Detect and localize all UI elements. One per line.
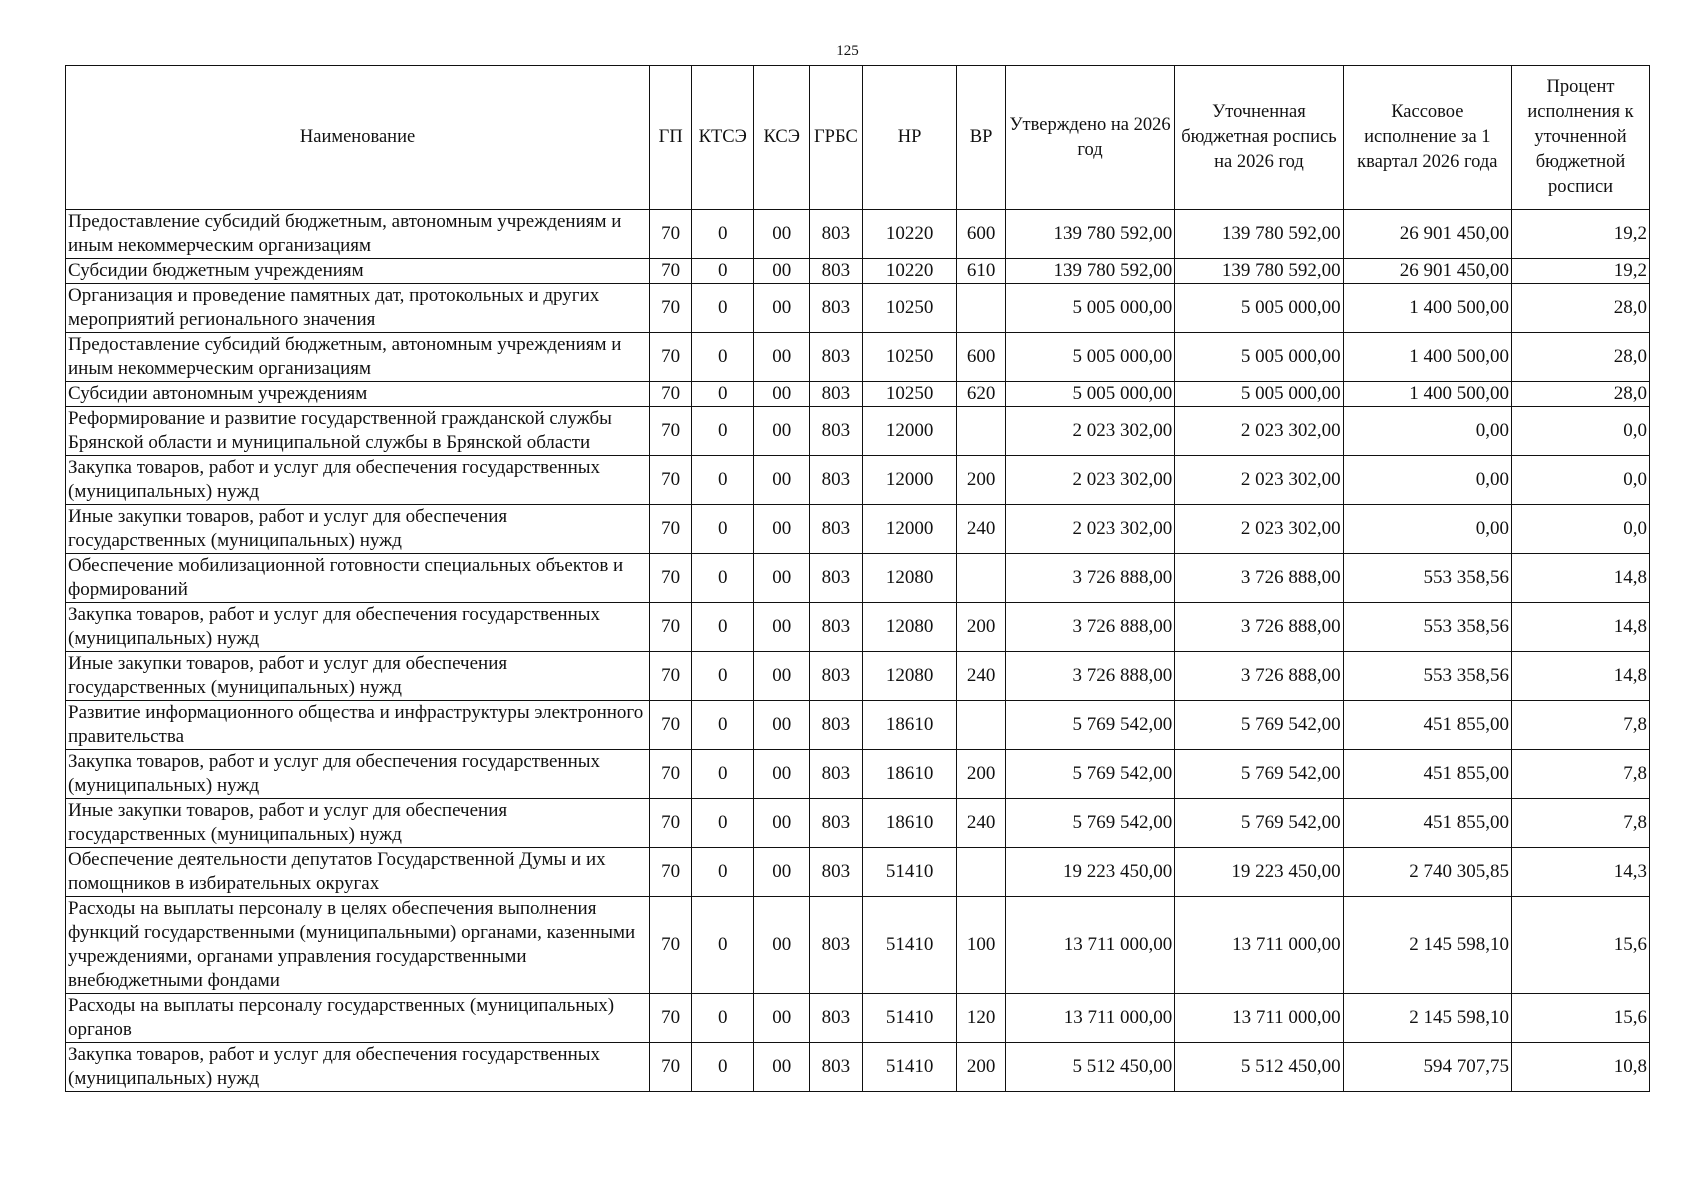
cash-cell: 2 145 598,10 bbox=[1343, 897, 1511, 994]
table-row bbox=[66, 652, 1650, 701]
ktse-cell: 0 bbox=[692, 750, 754, 799]
ktse-cell: 0 bbox=[692, 652, 754, 701]
refined-cell: 5 005 000,00 bbox=[1175, 382, 1343, 407]
percent-cell: 7,8 bbox=[1512, 750, 1650, 799]
grbs-cell: 803 bbox=[810, 382, 863, 407]
nr-cell: 18610 bbox=[862, 799, 957, 848]
grbs-cell: 803 bbox=[810, 652, 863, 701]
approved-cell: 139 780 592,00 bbox=[1005, 259, 1174, 284]
ktse-cell: 0 bbox=[692, 456, 754, 505]
table-row bbox=[66, 554, 1650, 603]
refined-cell: 5 769 542,00 bbox=[1175, 701, 1343, 750]
table-row bbox=[66, 1043, 1650, 1092]
percent-cell: 15,6 bbox=[1512, 994, 1650, 1043]
gp-cell: 70 bbox=[650, 603, 692, 652]
gp-cell: 70 bbox=[650, 701, 692, 750]
cash-cell: 0,00 bbox=[1343, 505, 1511, 554]
grbs-cell: 803 bbox=[810, 750, 863, 799]
grbs-cell: 803 bbox=[810, 603, 863, 652]
gp-cell: 70 bbox=[650, 652, 692, 701]
gp-cell: 70 bbox=[650, 259, 692, 284]
grbs-cell: 803 bbox=[810, 554, 863, 603]
cash-cell: 1 400 500,00 bbox=[1343, 382, 1511, 407]
refined-cell: 5 769 542,00 bbox=[1175, 799, 1343, 848]
grbs-cell: 803 bbox=[810, 701, 863, 750]
row-name-cell: Иные закупки товаров, работ и услуг для обеспечения государственных (муниципальных) нужд bbox=[66, 652, 650, 701]
approved-cell: 13 711 000,00 bbox=[1005, 897, 1174, 994]
approved-cell: 5 005 000,00 bbox=[1005, 284, 1174, 333]
vr-cell: 100 bbox=[957, 897, 1005, 994]
table-row bbox=[66, 750, 1650, 799]
refined-cell: 3 726 888,00 bbox=[1175, 603, 1343, 652]
header-kse: КСЭ bbox=[754, 66, 810, 210]
refined-cell: 2 023 302,00 bbox=[1175, 456, 1343, 505]
percent-cell: 19,2 bbox=[1512, 210, 1650, 259]
row-name-cell: Закупка товаров, работ и услуг для обеспечения государственных (муниципальных) нужд bbox=[66, 1043, 650, 1092]
grbs-cell: 803 bbox=[810, 259, 863, 284]
ktse-cell: 0 bbox=[692, 603, 754, 652]
gp-cell: 70 bbox=[650, 897, 692, 994]
percent-cell: 14,3 bbox=[1512, 848, 1650, 897]
header-nr: НР bbox=[862, 66, 957, 210]
ktse-cell: 0 bbox=[692, 1043, 754, 1092]
table-row bbox=[66, 799, 1650, 848]
nr-cell: 51410 bbox=[862, 897, 957, 994]
percent-cell: 10,8 bbox=[1512, 1043, 1650, 1092]
gp-cell: 70 bbox=[650, 382, 692, 407]
percent-cell: 19,2 bbox=[1512, 259, 1650, 284]
kse-cell: 00 bbox=[754, 799, 810, 848]
refined-cell: 2 023 302,00 bbox=[1175, 505, 1343, 554]
grbs-cell: 803 bbox=[810, 994, 863, 1043]
vr-cell: 610 bbox=[957, 259, 1005, 284]
percent-cell: 15,6 bbox=[1512, 897, 1650, 994]
percent-cell: 28,0 bbox=[1512, 382, 1650, 407]
vr-cell: 240 bbox=[957, 505, 1005, 554]
row-name-cell: Субсидии бюджетным учреждениям bbox=[66, 259, 650, 284]
row-name-cell: Обеспечение мобилизационной готовности специальных объектов и формирований bbox=[66, 554, 650, 603]
cash-cell: 553 358,56 bbox=[1343, 652, 1511, 701]
table-row bbox=[66, 603, 1650, 652]
ktse-cell: 0 bbox=[692, 407, 754, 456]
row-name-cell: Закупка товаров, работ и услуг для обеспечения государственных (муниципальных) нужд bbox=[66, 456, 650, 505]
kse-cell: 00 bbox=[754, 210, 810, 259]
vr-cell: 600 bbox=[957, 210, 1005, 259]
vr-cell: 200 bbox=[957, 603, 1005, 652]
header-name: Наименование bbox=[66, 66, 650, 210]
percent-cell: 7,8 bbox=[1512, 701, 1650, 750]
approved-cell: 2 023 302,00 bbox=[1005, 456, 1174, 505]
refined-cell: 139 780 592,00 bbox=[1175, 210, 1343, 259]
gp-cell: 70 bbox=[650, 799, 692, 848]
vr-cell: 200 bbox=[957, 456, 1005, 505]
row-name-cell: Закупка товаров, работ и услуг для обеспечения государственных (муниципальных) нужд bbox=[66, 603, 650, 652]
ktse-cell: 0 bbox=[692, 210, 754, 259]
gp-cell: 70 bbox=[650, 505, 692, 554]
nr-cell: 51410 bbox=[862, 848, 957, 897]
header-grbs: ГРБС bbox=[810, 66, 863, 210]
table-row bbox=[66, 407, 1650, 456]
table-header-row bbox=[66, 66, 1650, 210]
ktse-cell: 0 bbox=[692, 799, 754, 848]
row-name-cell: Развитие информационного общества и инфраструктуры электронного правительства bbox=[66, 701, 650, 750]
table-row bbox=[66, 259, 1650, 284]
row-name-cell: Обеспечение деятельности депутатов Государственной Думы и их помощников в избирательных округах bbox=[66, 848, 650, 897]
cash-cell: 0,00 bbox=[1343, 407, 1511, 456]
grbs-cell: 803 bbox=[810, 456, 863, 505]
kse-cell: 00 bbox=[754, 382, 810, 407]
gp-cell: 70 bbox=[650, 210, 692, 259]
row-name-cell: Субсидии автономным учреждениям bbox=[66, 382, 650, 407]
kse-cell: 00 bbox=[754, 603, 810, 652]
nr-cell: 10220 bbox=[862, 259, 957, 284]
header-vr: ВР bbox=[957, 66, 1005, 210]
gp-cell: 70 bbox=[650, 750, 692, 799]
kse-cell: 00 bbox=[754, 750, 810, 799]
vr-cell bbox=[957, 407, 1005, 456]
refined-cell: 3 726 888,00 bbox=[1175, 652, 1343, 701]
header-ktse: КТСЭ bbox=[692, 66, 754, 210]
kse-cell: 00 bbox=[754, 994, 810, 1043]
refined-cell: 3 726 888,00 bbox=[1175, 554, 1343, 603]
vr-cell bbox=[957, 701, 1005, 750]
vr-cell: 620 bbox=[957, 382, 1005, 407]
approved-cell: 5 769 542,00 bbox=[1005, 799, 1174, 848]
kse-cell: 00 bbox=[754, 284, 810, 333]
kse-cell: 00 bbox=[754, 456, 810, 505]
gp-cell: 70 bbox=[650, 407, 692, 456]
ktse-cell: 0 bbox=[692, 554, 754, 603]
grbs-cell: 803 bbox=[810, 505, 863, 554]
approved-cell: 19 223 450,00 bbox=[1005, 848, 1174, 897]
approved-cell: 5 005 000,00 bbox=[1005, 382, 1174, 407]
nr-cell: 12000 bbox=[862, 456, 957, 505]
nr-cell: 51410 bbox=[862, 1043, 957, 1092]
header-refined: Уточненная бюджетная роспись на 2026 год bbox=[1175, 66, 1343, 210]
approved-cell: 3 726 888,00 bbox=[1005, 554, 1174, 603]
nr-cell: 12080 bbox=[862, 554, 957, 603]
gp-cell: 70 bbox=[650, 333, 692, 382]
nr-cell: 12000 bbox=[862, 407, 957, 456]
cash-cell: 451 855,00 bbox=[1343, 750, 1511, 799]
vr-cell: 120 bbox=[957, 994, 1005, 1043]
nr-cell: 12080 bbox=[862, 603, 957, 652]
vr-cell: 240 bbox=[957, 799, 1005, 848]
kse-cell: 00 bbox=[754, 407, 810, 456]
approved-cell: 5 769 542,00 bbox=[1005, 701, 1174, 750]
table-row bbox=[66, 456, 1650, 505]
row-name-cell: Расходы на выплаты персоналу государственных (муниципальных) органов bbox=[66, 994, 650, 1043]
percent-cell: 0,0 bbox=[1512, 505, 1650, 554]
kse-cell: 00 bbox=[754, 505, 810, 554]
header-approved: Утверждено на 2026 год bbox=[1005, 66, 1174, 210]
table-row bbox=[66, 210, 1650, 259]
header-cash-execution: Кассовое исполнение за 1 квартал 2026 года bbox=[1343, 66, 1511, 210]
cash-cell: 0,00 bbox=[1343, 456, 1511, 505]
table-row bbox=[66, 382, 1650, 407]
cash-cell: 2 740 305,85 bbox=[1343, 848, 1511, 897]
ktse-cell: 0 bbox=[692, 284, 754, 333]
gp-cell: 70 bbox=[650, 994, 692, 1043]
nr-cell: 12080 bbox=[862, 652, 957, 701]
row-name-cell: Предоставление субсидий бюджетным, автономным учреждениям и иным некоммерческим организациям bbox=[66, 210, 650, 259]
row-name-cell: Иные закупки товаров, работ и услуг для обеспечения государственных (муниципальных) нужд bbox=[66, 505, 650, 554]
cash-cell: 1 400 500,00 bbox=[1343, 284, 1511, 333]
gp-cell: 70 bbox=[650, 456, 692, 505]
kse-cell: 00 bbox=[754, 333, 810, 382]
cash-cell: 2 145 598,10 bbox=[1343, 994, 1511, 1043]
approved-cell: 2 023 302,00 bbox=[1005, 505, 1174, 554]
cash-cell: 553 358,56 bbox=[1343, 603, 1511, 652]
vr-cell: 200 bbox=[957, 750, 1005, 799]
cash-cell: 26 901 450,00 bbox=[1343, 259, 1511, 284]
header-gp: ГП bbox=[650, 66, 692, 210]
cash-cell: 1 400 500,00 bbox=[1343, 333, 1511, 382]
approved-cell: 3 726 888,00 bbox=[1005, 652, 1174, 701]
refined-cell: 5 769 542,00 bbox=[1175, 750, 1343, 799]
grbs-cell: 803 bbox=[810, 407, 863, 456]
table-row bbox=[66, 848, 1650, 897]
approved-cell: 2 023 302,00 bbox=[1005, 407, 1174, 456]
row-name-cell: Организация и проведение памятных дат, протокольных и других мероприятий регионального значения bbox=[66, 284, 650, 333]
vr-cell bbox=[957, 848, 1005, 897]
table-row bbox=[66, 994, 1650, 1043]
nr-cell: 18610 bbox=[862, 750, 957, 799]
approved-cell: 5 512 450,00 bbox=[1005, 1043, 1174, 1092]
cash-cell: 594 707,75 bbox=[1343, 1043, 1511, 1092]
gp-cell: 70 bbox=[650, 554, 692, 603]
grbs-cell: 803 bbox=[810, 210, 863, 259]
grbs-cell: 803 bbox=[810, 799, 863, 848]
kse-cell: 00 bbox=[754, 701, 810, 750]
kse-cell: 00 bbox=[754, 554, 810, 603]
kse-cell: 00 bbox=[754, 897, 810, 994]
gp-cell: 70 bbox=[650, 1043, 692, 1092]
budget-execution-table bbox=[65, 65, 1650, 1092]
table-row bbox=[66, 701, 1650, 750]
ktse-cell: 0 bbox=[692, 848, 754, 897]
refined-cell: 139 780 592,00 bbox=[1175, 259, 1343, 284]
row-name-cell: Реформирование и развитие государственной гражданской службы Брянской области и муниципальной службы в Брянской области bbox=[66, 407, 650, 456]
ktse-cell: 0 bbox=[692, 333, 754, 382]
grbs-cell: 803 bbox=[810, 848, 863, 897]
vr-cell: 600 bbox=[957, 333, 1005, 382]
percent-cell: 0,0 bbox=[1512, 407, 1650, 456]
page-number: 125 bbox=[836, 43, 859, 59]
grbs-cell: 803 bbox=[810, 284, 863, 333]
ktse-cell: 0 bbox=[692, 505, 754, 554]
refined-cell: 19 223 450,00 bbox=[1175, 848, 1343, 897]
ktse-cell: 0 bbox=[692, 382, 754, 407]
kse-cell: 00 bbox=[754, 259, 810, 284]
percent-cell: 28,0 bbox=[1512, 284, 1650, 333]
nr-cell: 10250 bbox=[862, 333, 957, 382]
ktse-cell: 0 bbox=[692, 994, 754, 1043]
table-row bbox=[66, 897, 1650, 994]
percent-cell: 14,8 bbox=[1512, 652, 1650, 701]
nr-cell: 10220 bbox=[862, 210, 957, 259]
nr-cell: 18610 bbox=[862, 701, 957, 750]
ktse-cell: 0 bbox=[692, 259, 754, 284]
ktse-cell: 0 bbox=[692, 897, 754, 994]
kse-cell: 00 bbox=[754, 1043, 810, 1092]
row-name-cell: Предоставление субсидий бюджетным, автономным учреждениям и иным некоммерческим организациям bbox=[66, 333, 650, 382]
percent-cell: 28,0 bbox=[1512, 333, 1650, 382]
refined-cell: 13 711 000,00 bbox=[1175, 994, 1343, 1043]
cash-cell: 26 901 450,00 bbox=[1343, 210, 1511, 259]
gp-cell: 70 bbox=[650, 848, 692, 897]
approved-cell: 139 780 592,00 bbox=[1005, 210, 1174, 259]
percent-cell: 0,0 bbox=[1512, 456, 1650, 505]
header-percent: Процент исполнения к уточненной бюджетной росписи bbox=[1512, 66, 1650, 210]
percent-cell: 14,8 bbox=[1512, 603, 1650, 652]
percent-cell: 7,8 bbox=[1512, 799, 1650, 848]
approved-cell: 3 726 888,00 bbox=[1005, 603, 1174, 652]
refined-cell: 13 711 000,00 bbox=[1175, 897, 1343, 994]
grbs-cell: 803 bbox=[810, 333, 863, 382]
vr-cell bbox=[957, 554, 1005, 603]
vr-cell: 240 bbox=[957, 652, 1005, 701]
kse-cell: 00 bbox=[754, 652, 810, 701]
nr-cell: 10250 bbox=[862, 284, 957, 333]
approved-cell: 13 711 000,00 bbox=[1005, 994, 1174, 1043]
refined-cell: 5 005 000,00 bbox=[1175, 284, 1343, 333]
row-name-cell: Расходы на выплаты персоналу в целях обеспечения выполнения функций государственными (муниципальными) органами, казенными учреждениями, органами управления государственными внебюджетными фондами bbox=[66, 897, 650, 994]
nr-cell: 51410 bbox=[862, 994, 957, 1043]
nr-cell: 10250 bbox=[862, 382, 957, 407]
gp-cell: 70 bbox=[650, 284, 692, 333]
cash-cell: 553 358,56 bbox=[1343, 554, 1511, 603]
vr-cell bbox=[957, 284, 1005, 333]
grbs-cell: 803 bbox=[810, 1043, 863, 1092]
row-name-cell: Иные закупки товаров, работ и услуг для обеспечения государственных (муниципальных) нужд bbox=[66, 799, 650, 848]
approved-cell: 5 769 542,00 bbox=[1005, 750, 1174, 799]
row-name-cell: Закупка товаров, работ и услуг для обеспечения государственных (муниципальных) нужд bbox=[66, 750, 650, 799]
approved-cell: 5 005 000,00 bbox=[1005, 333, 1174, 382]
refined-cell: 5 512 450,00 bbox=[1175, 1043, 1343, 1092]
table-row bbox=[66, 505, 1650, 554]
percent-cell: 14,8 bbox=[1512, 554, 1650, 603]
grbs-cell: 803 bbox=[810, 897, 863, 994]
nr-cell: 12000 bbox=[862, 505, 957, 554]
table-row bbox=[66, 333, 1650, 382]
ktse-cell: 0 bbox=[692, 701, 754, 750]
cash-cell: 451 855,00 bbox=[1343, 799, 1511, 848]
table-row bbox=[66, 284, 1650, 333]
refined-cell: 5 005 000,00 bbox=[1175, 333, 1343, 382]
refined-cell: 2 023 302,00 bbox=[1175, 407, 1343, 456]
kse-cell: 00 bbox=[754, 848, 810, 897]
cash-cell: 451 855,00 bbox=[1343, 701, 1511, 750]
vr-cell: 200 bbox=[957, 1043, 1005, 1092]
